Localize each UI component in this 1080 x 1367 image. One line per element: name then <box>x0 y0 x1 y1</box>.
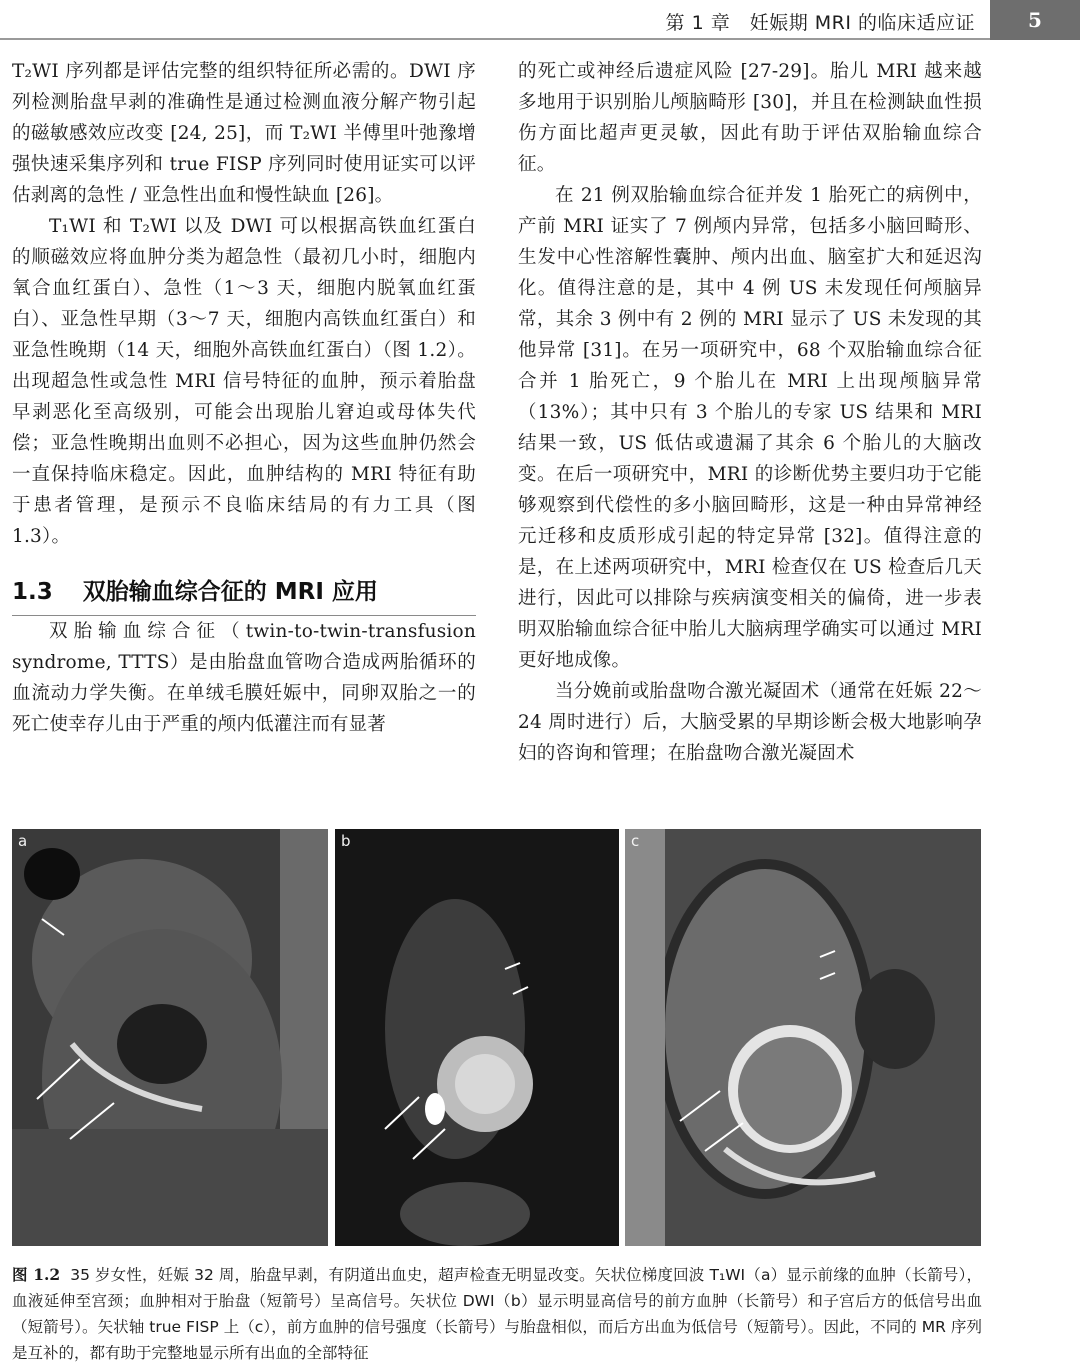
right-paragraph-2: 在 21 例双胎输血综合征并发 1 胎死亡的病例中，产前 MRI 证实了 7 例颅内异常，包括多小脑回畸形、生发中心性溶解性囊肿、颅内出血、脑室扩大和延迟沟化。值得注意的是，其中 4 例 US 未发现任何颅脑异常，其余 3 例中有 2 例的 MRI 显示了 US 未发现的其他异常 [31]。在另一项研究中，68 个双胎输血综合征合并 1 胎死亡，9 个胎儿在 MRI 上出现颅脑异常（13%）；其中只有 3 个胎儿的专家 US 结果和 MRI 结果一致，US 低估或遗漏了其余 6 个胎儿的大脑改变。在后一项研究中，MRI 的诊断优势主要归功于它能够观察到代偿性的多小脑回畸形，这是一种由异常神经元迁移和皮质形成引起的特定异常 [32]。值得注意的是，在上述两项研究中，MRI 检查仅在 US 检查后几天进行，因此可以排除与疾病演变相关的偏倚，进一步表明双胎输血综合征中胎儿大脑病理学确实可以通过 MRI 更好地成像。 <box>518 185 982 671</box>
mri-panel-a <box>12 829 328 1246</box>
header-rule <box>0 38 990 40</box>
figure-1-2 <box>12 829 981 1246</box>
chapter-title: 第 1 章 妊娠期 MRI 的临床适应证 <box>665 12 975 34</box>
figure-caption <box>12 1262 982 1366</box>
section-title: 双胎输血综合征的 MRI 应用 <box>82 579 378 605</box>
panel-label-b: b <box>341 832 351 850</box>
left-column <box>12 56 476 740</box>
mri-panel-c <box>625 829 981 1246</box>
section-number: 1.3 <box>12 579 53 605</box>
figure-caption-text: 35 岁女性，妊娠 32 周，胎盘早剥，有阴道出血史，超声检查无明显改变。矢状位梯度回波 T₁WI（a）显示前缘的血肿（长箭号），血液延伸至宫颈；血肿相对于胎盘（短箭号）呈高信号。矢状位 DWI（b）显示明显高信号的前方血肿（长箭号）和子宫后方的低信号出血（短箭号）。矢状轴 true FISP 上（c），前方血肿的信号强度（长箭号）与胎盘相似，而后方出血为低信号（短箭号）。因此，不同的 MR 序列是互补的，都有助于完整地显示所有出血的全部特征 <box>12 1266 982 1362</box>
section-heading <box>12 573 476 616</box>
mri-image-c <box>625 829 981 1246</box>
mri-image-a <box>12 829 328 1246</box>
mri-image-b <box>335 829 619 1246</box>
left-paragraph-3: 双胎输血综合征（twin-to-twin-transfusion syndrome, TTTS）是由胎盘血管吻合造成两胎循环的血流动力学失衡。在单绒毛膜妊娠中，同卵双胎之一的死亡使幸存儿由于严重的颅内低灌注而有显著 <box>12 621 476 735</box>
panel-label-c: c <box>631 832 640 850</box>
page-number: 5 <box>990 0 1080 40</box>
right-column <box>518 56 982 769</box>
panel-label-a: a <box>18 832 28 850</box>
mri-panel-b <box>335 829 619 1246</box>
right-paragraph-1: 的死亡或神经后遗症风险 [27-29]。胎儿 MRI 越来越多地用于识别胎儿颅脑畸形 [30]，并且在检测缺血性损伤方面比超声更灵敏，因此有助于评估双胎输血综合征。 <box>518 61 982 175</box>
figure-caption-label: 图 1.2 <box>12 1265 61 1284</box>
right-paragraph-3: 当分娩前或胎盘吻合激光凝固术（通常在妊娠 22～24 周时进行）后，大脑受累的早期诊断会极大地影响孕妇的咨询和管理；在胎盘吻合激光凝固术 <box>518 681 982 764</box>
running-header <box>0 0 1080 40</box>
left-paragraph-2: T₁WI 和 T₂WI 以及 DWI 可以根据高铁血红蛋白的顺磁效应将血肿分类为超急性（最初几小时，细胞内氧合血红蛋白）、急性（1～3 天，细胞内脱氧血红蛋白）、亚急性早期（3～7 天，细胞内高铁血红蛋白）和亚急性晚期（14 天，细胞外高铁血红蛋白）（图 1.2）。出现超急性或急性 MRI 信号特征的血肿，预示着胎盘早剥恶化至高级别，可能会出现胎儿窘迫或母体失代偿；亚急性晚期出血则不必担心，因为这些血肿仍然会一直保持临床稳定。因此，血肿结构的 MRI 特征有助于患者管理，是预示不良临床结局的有力工具（图 1.3）。 <box>12 216 476 547</box>
left-paragraph-1: T₂WI 序列都是评估完整的组织特征所必需的。DWI 序列检测胎盘早剥的准确性是通过检测血液分解产物引起的磁敏感效应改变 [24, 25]，而 T₂WI 半傅里叶弛豫增强快速采集序列和 true FISP 序列同时使用证实可以评估剥离的急性 / 亚急性出血和慢性缺血 [26]。 <box>12 61 476 206</box>
